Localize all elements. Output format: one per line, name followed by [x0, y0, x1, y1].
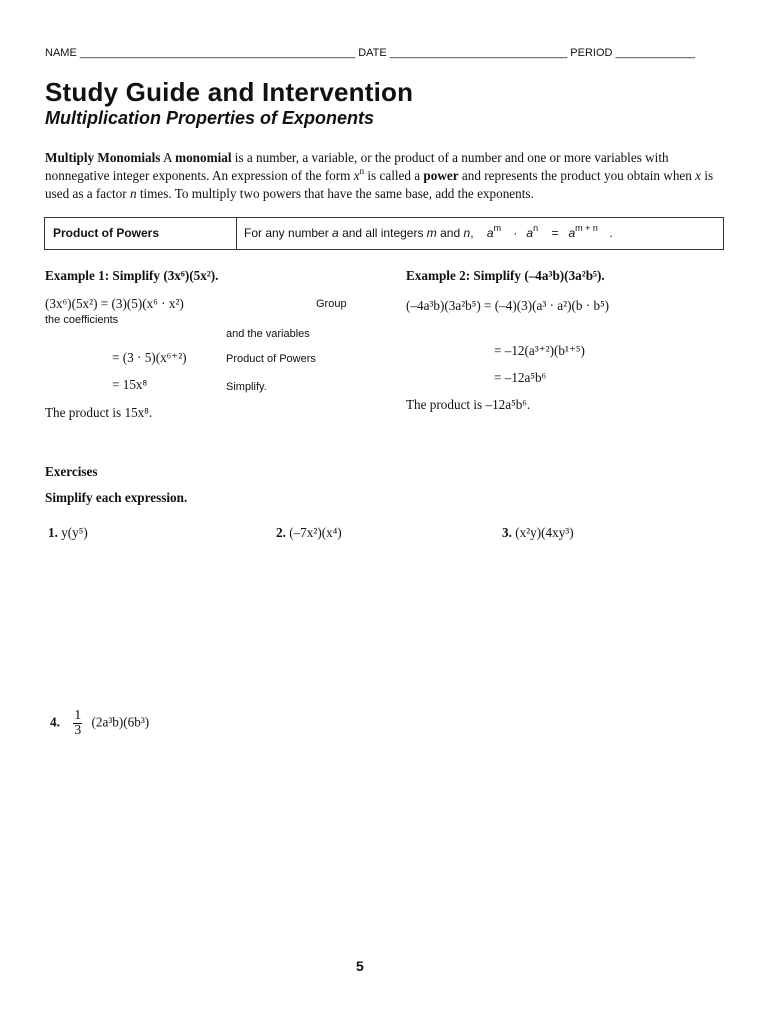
- period-blank[interactable]: _____________: [615, 47, 696, 59]
- example2-step3: = –12a⁵b⁶: [494, 370, 547, 385]
- fraction-denominator: 3: [74, 723, 82, 738]
- fraction-numerator: 1: [74, 708, 82, 723]
- example1-heading: Example 1: Simplify (3x⁶)(5x²).: [45, 268, 219, 283]
- intro-variable: n: [129, 186, 137, 201]
- power-form-exponent: n: [359, 166, 365, 176]
- definition-text: and all integers: [338, 226, 427, 240]
- exercise-number: 3.: [502, 525, 512, 540]
- exercise-1: [48, 525, 88, 541]
- date-blank[interactable]: _____________________________: [389, 47, 568, 59]
- exercise-4: [50, 709, 149, 738]
- page-title: Study Guide and Intervention: [45, 77, 414, 107]
- formula-base: a: [568, 226, 576, 240]
- example1-step1: (3x⁶)(5x²) = (3)(5)(x⁶ · x²): [45, 296, 184, 311]
- name-blank[interactable]: _____________________________________________: [79, 47, 356, 59]
- term-power: power: [423, 168, 459, 183]
- property-box: [44, 217, 724, 250]
- exercise-expression: (x²y)(4xy³): [515, 525, 574, 540]
- product-formula: [486, 223, 613, 240]
- intro-text: and represents the product you obtain when: [458, 168, 696, 183]
- example1-conclusion: The product is 15x⁸.: [45, 405, 153, 420]
- formula-period: .: [609, 226, 613, 240]
- example2-conclusion: The product is –12a⁵b⁶.: [406, 397, 531, 412]
- example1-note1c: and the variables: [226, 328, 310, 340]
- exercise-3: [502, 525, 574, 541]
- property-definition: [244, 223, 613, 240]
- exercise-number: 1.: [48, 525, 58, 540]
- exercises-heading: Exercises: [45, 464, 98, 479]
- example2-step1: (–4a³b)(3a²b⁵) = (–4)(3)(a³ · a²)(b · b⁵): [406, 298, 610, 313]
- intro-paragraph: [45, 149, 725, 203]
- formula-base: a: [486, 226, 494, 240]
- student-info-header: [45, 47, 695, 59]
- intro-text: times. To multiply two powers that have the same base, add the exponents.: [136, 186, 534, 201]
- example1-note2: Product of Powers: [226, 353, 316, 365]
- formula-exponent: m: [493, 223, 502, 233]
- example1-note1a: Group: [316, 298, 347, 310]
- example1-note1b: the coefficients: [45, 314, 119, 326]
- intro-text: is a number, a variable, or the product of a number and one or more variables with nonnegative integer exponents. An expression of the form: [45, 150, 669, 183]
- property-name: Product of Powers: [53, 226, 160, 240]
- date-label: DATE: [358, 47, 387, 59]
- page-subtitle: Multiplication Properties of Exponents: [45, 108, 375, 128]
- exercise-2: [276, 525, 342, 541]
- definition-variable: a: [332, 226, 339, 240]
- example1-step2: = (3 · 5)(x⁶⁺²): [112, 350, 187, 365]
- page-number: 5: [356, 958, 364, 974]
- formula-exponent: m + n: [575, 223, 598, 233]
- exercise-expression: (2a³b)(6b³): [91, 714, 150, 730]
- intro-variable: x: [695, 168, 702, 183]
- exercise-expression: (–7x²)(x⁴): [289, 525, 342, 540]
- intro-text: is called a: [364, 168, 424, 183]
- exercises-instructions: Simplify each expression.: [45, 490, 188, 505]
- definition-text: For any number: [244, 226, 333, 240]
- formula-exponent: n: [533, 223, 539, 233]
- example1-step3: = 15x⁸: [112, 377, 148, 392]
- example2-step2: = –12(a³⁺²)(b¹⁺⁵): [494, 343, 585, 358]
- exercise-number: 4.: [50, 714, 60, 730]
- example1-note3: Simplify.: [226, 381, 267, 393]
- definition-text: ,: [470, 226, 474, 240]
- name-label: NAME: [45, 47, 77, 59]
- exercise-number: 2.: [276, 525, 286, 540]
- formula-operator: ·: [513, 226, 518, 240]
- formula-base: a: [526, 226, 534, 240]
- power-form-base: x: [353, 168, 360, 183]
- intro-heading: Multiply Monomials: [45, 150, 161, 165]
- property-name-cell: [45, 218, 237, 249]
- intro-text: A: [160, 150, 176, 165]
- period-label: PERIOD: [570, 47, 613, 59]
- exercise-fraction: [73, 709, 82, 738]
- term-monomial: monomial: [175, 150, 232, 165]
- exercise-expression: y(y⁵): [61, 525, 88, 540]
- definition-variable: m: [426, 226, 437, 240]
- example2-heading: Example 2: Simplify (–4a³b)(3a²b⁵).: [406, 268, 605, 283]
- definition-variable: n: [463, 226, 471, 240]
- definition-text: and: [436, 226, 464, 240]
- intro-text: is used as a factor: [45, 168, 714, 201]
- formula-operator: =: [551, 226, 559, 240]
